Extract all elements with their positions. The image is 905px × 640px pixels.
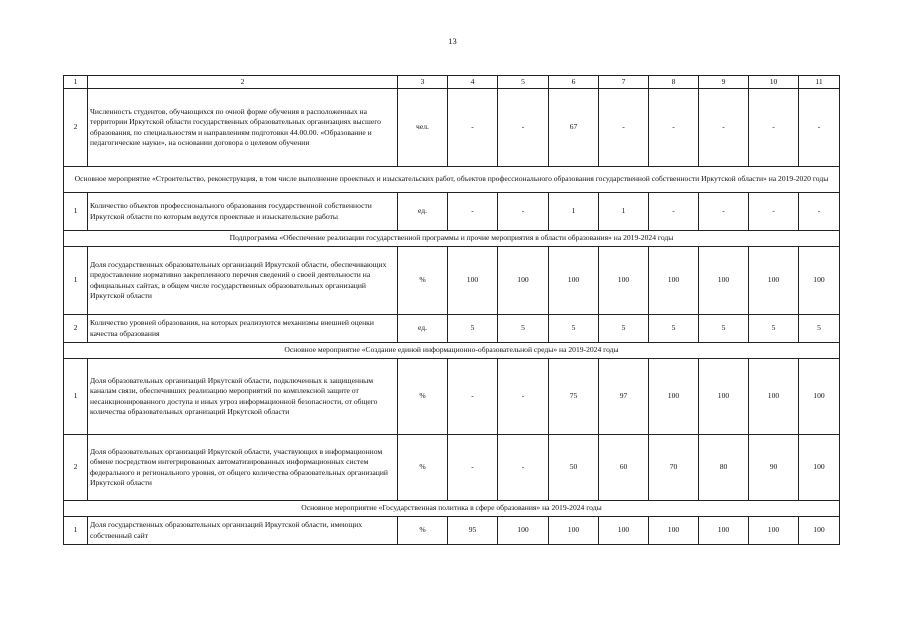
section-heading-row <box>64 231 840 247</box>
value-cell: 1 <box>549 193 599 231</box>
value-cell: 95 <box>448 517 498 545</box>
value-cell: - <box>799 89 840 167</box>
table-row <box>64 193 840 231</box>
section-heading: Основное мероприятие «Государственная политика в сфере образования» на 2019-2024 годы <box>64 501 840 517</box>
value-cell: 5 <box>599 315 649 343</box>
value-cell: - <box>749 89 799 167</box>
value-cell: - <box>649 193 699 231</box>
indicator-name: Доля образовательных организаций Иркутской области, участвующих в информационном обмене посредством интегрированных автоматизированных информационных систем федерального и регионального уровня, от общего количества образовательных организаций Иркутской области <box>88 435 398 501</box>
header-cell: 11 <box>799 76 840 89</box>
value-cell: 100 <box>649 359 699 435</box>
indicator-name: Доля государственных образовательных организаций Иркутской области, обеспечивающих предоставление нормативно закрепленного перечня сведений о своей деятельности на официальных сайтах, в общем числе государственных образовательных организаций Иркутской области <box>88 247 398 315</box>
value-cell: 5 <box>549 315 599 343</box>
header-cell: 4 <box>448 76 498 89</box>
table-row <box>64 89 840 167</box>
value-cell: 100 <box>699 359 749 435</box>
value-cell: 50 <box>549 435 599 501</box>
value-cell: 100 <box>749 517 799 545</box>
value-cell: - <box>749 193 799 231</box>
header-cell: 3 <box>398 76 448 89</box>
value-cell: 5 <box>799 315 840 343</box>
table-row <box>64 315 840 343</box>
value-cell: 100 <box>649 517 699 545</box>
value-cell: - <box>498 193 549 231</box>
table-row <box>64 247 840 315</box>
value-cell: - <box>448 193 498 231</box>
section-heading-row <box>64 167 840 193</box>
row-number: 1 <box>64 193 88 231</box>
indicators-table <box>63 75 840 545</box>
unit-cell: чел. <box>398 89 448 167</box>
row-number: 2 <box>64 315 88 343</box>
value-cell: 90 <box>749 435 799 501</box>
value-cell: 100 <box>699 517 749 545</box>
value-cell: 100 <box>749 247 799 315</box>
header-cell: 6 <box>549 76 599 89</box>
header-cell: 1 <box>64 76 88 89</box>
value-cell: 60 <box>599 435 649 501</box>
value-cell: 80 <box>699 435 749 501</box>
value-cell: 5 <box>699 315 749 343</box>
value-cell: 100 <box>599 247 649 315</box>
row-number: 1 <box>64 359 88 435</box>
unit-cell: % <box>398 435 448 501</box>
value-cell: 100 <box>649 247 699 315</box>
unit-cell: ед. <box>398 193 448 231</box>
value-cell: - <box>498 435 549 501</box>
value-cell: 67 <box>549 89 599 167</box>
value-cell: 100 <box>498 247 549 315</box>
indicator-name: Доля образовательных организаций Иркутской области, подключенных к защищенным каналам связи, обеспечивших реализацию мероприятий по комплексной защите от несанкционированного доступа и иных угроз информационной безопасности, от общего количества образовательных организаций Иркутской области <box>88 359 398 435</box>
section-heading: Основное мероприятие «Строительство, реконструкция, в том числе выполнение проектных и изыскательских работ, объектов профессионального образования государственной собственности Иркутской области» на 2019-2020 годы <box>64 167 840 193</box>
value-cell: - <box>599 89 649 167</box>
section-heading-row <box>64 343 840 359</box>
value-cell: 97 <box>599 359 649 435</box>
value-cell: - <box>448 435 498 501</box>
value-cell: 75 <box>549 359 599 435</box>
unit-cell: % <box>398 517 448 545</box>
section-heading: Подпрограмма «Обеспечение реализации государственной программы и прочие мероприятия в области образования» на 2019-2024 годы <box>64 231 840 247</box>
table-row <box>64 359 840 435</box>
row-number: 2 <box>64 89 88 167</box>
page-number: 13 <box>448 36 457 46</box>
header-cell: 2 <box>88 76 398 89</box>
section-heading: Основное мероприятие «Создание единой информационно-образовательной среды» на 2019-2024 годы <box>64 343 840 359</box>
value-cell: - <box>498 89 549 167</box>
value-cell: 5 <box>448 315 498 343</box>
value-cell: 100 <box>498 517 549 545</box>
value-cell: 100 <box>599 517 649 545</box>
row-number: 1 <box>64 247 88 315</box>
value-cell: - <box>448 359 498 435</box>
row-number: 1 <box>64 517 88 545</box>
value-cell: 1 <box>599 193 649 231</box>
indicator-name: Количество объектов профессионального образования государственной собственности Иркутской области по которым ведутся проектные и изыскательские работы <box>88 193 398 231</box>
value-cell: 100 <box>549 517 599 545</box>
header-cell: 10 <box>749 76 799 89</box>
value-cell: - <box>799 193 840 231</box>
row-number: 2 <box>64 435 88 501</box>
value-cell: 100 <box>749 359 799 435</box>
header-cell: 5 <box>498 76 549 89</box>
value-cell: - <box>699 89 749 167</box>
header-cell: 8 <box>649 76 699 89</box>
value-cell: 100 <box>799 517 840 545</box>
indicator-name: Количество уровней образования, на которых реализуются механизмы внешней оценки качества образования <box>88 315 398 343</box>
table-header-row <box>64 76 840 89</box>
table-row <box>64 517 840 545</box>
value-cell: 100 <box>799 247 840 315</box>
section-heading-row <box>64 501 840 517</box>
value-cell: 100 <box>799 435 840 501</box>
header-cell: 7 <box>599 76 649 89</box>
table-row <box>64 435 840 501</box>
value-cell: 100 <box>799 359 840 435</box>
unit-cell: % <box>398 359 448 435</box>
value-cell: 5 <box>649 315 699 343</box>
value-cell: 70 <box>649 435 699 501</box>
value-cell: 100 <box>549 247 599 315</box>
unit-cell: % <box>398 247 448 315</box>
value-cell: 5 <box>749 315 799 343</box>
value-cell: - <box>498 359 549 435</box>
indicator-name: Доля государственных образовательных организаций Иркутской области, имеющих собственный сайт <box>88 517 398 545</box>
value-cell: 100 <box>699 247 749 315</box>
value-cell: - <box>699 193 749 231</box>
header-cell: 9 <box>699 76 749 89</box>
value-cell: - <box>649 89 699 167</box>
value-cell: - <box>448 89 498 167</box>
indicator-name: Численность студентов, обучающихся по очной форме обучения в расположенных на территории Иркутской области государственных образовательных организациях высшего образования, по специальностям и направлениям подготовки 44.00.00. «Образование и педагогические науки», на основании договора о целевом обучении <box>88 89 398 167</box>
value-cell: 100 <box>448 247 498 315</box>
value-cell: 5 <box>498 315 549 343</box>
unit-cell: ед. <box>398 315 448 343</box>
